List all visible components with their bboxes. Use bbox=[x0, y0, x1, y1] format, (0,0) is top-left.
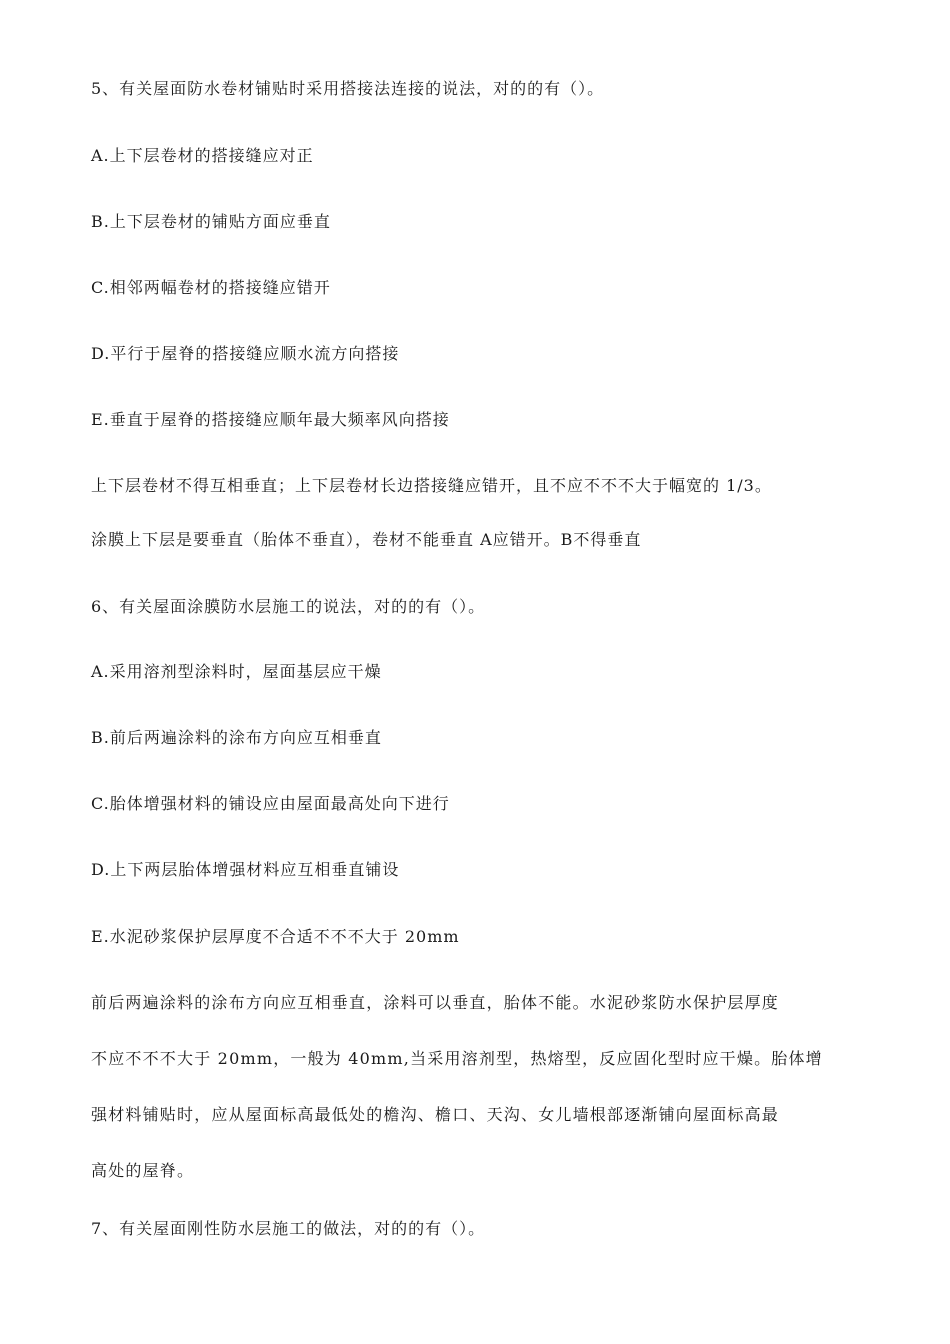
q6-option-e: E.水泥砂浆保护层厚度不合适不不不大于 20mm bbox=[91, 927, 460, 946]
q6-explanation-line-4: 高处的屋脊。 bbox=[91, 1161, 195, 1180]
q6-explanation-line-3: 强材料铺贴时，应从屋面标高最低处的檐沟、檐口、天沟、女儿墙根部逐渐铺向屋面标高最 bbox=[91, 1105, 780, 1124]
q6-option-b: B.前后两遍涂料的涂布方向应互相垂直 bbox=[91, 728, 382, 747]
q5-option-b: B.上下层卷材的铺贴方面应垂直 bbox=[91, 212, 331, 231]
q6-option-c: C.胎体增强材料的铺设应由屋面最高处向下进行 bbox=[91, 794, 450, 813]
q6-explanation bbox=[91, 975, 861, 1199]
q5-option-c: C.相邻两幅卷材的搭接缝应错开 bbox=[91, 278, 331, 297]
q5-option-d: D.平行于屋脊的搭接缝应顺水流方向搭接 bbox=[91, 344, 400, 363]
q5-option-e: E.垂直于屋脊的搭接缝应顺年最大频率风向搭接 bbox=[91, 410, 450, 429]
q6-option-a: A.采用溶剂型涂料时，屋面基层应干燥 bbox=[91, 662, 382, 681]
q6-explanation-line-1: 前后两遍涂料的涂布方向应互相垂直，涂料可以垂直，胎体不能。水泥砂浆防水保护层厚度 bbox=[91, 993, 780, 1012]
q5-option-a: A.上下层卷材的搭接缝应对正 bbox=[91, 146, 314, 165]
q6-explanation-line-2: 不应不不不大于 20mm，一般为 40mm,当采用溶剂型，热熔型，反应固化型时应干燥。胎体增 bbox=[91, 1049, 823, 1068]
q5-explanation-line-2: 涂膜上下层是要垂直（胎体不垂直），卷材不能垂直 A应错开。B不得垂直 bbox=[91, 530, 642, 549]
question-6: 6、有关屋面涂膜防水层施工的说法，对的的有（）。 bbox=[91, 597, 486, 616]
q5-explanation-line-1: 上下层卷材不得互相垂直；上下层卷材长边搭接缝应错开，且不应不不不大于幅宽的 1/3。 bbox=[91, 476, 772, 495]
question-7: 7、有关屋面刚性防水层施工的做法，对的的有（）。 bbox=[91, 1219, 486, 1238]
question-5: 5、有关屋面防水卷材铺贴时采用搭接法连接的说法，对的的有（）。 bbox=[91, 79, 605, 98]
q6-option-d: D.上下两层胎体增强材料应互相垂直铺设 bbox=[91, 860, 400, 879]
